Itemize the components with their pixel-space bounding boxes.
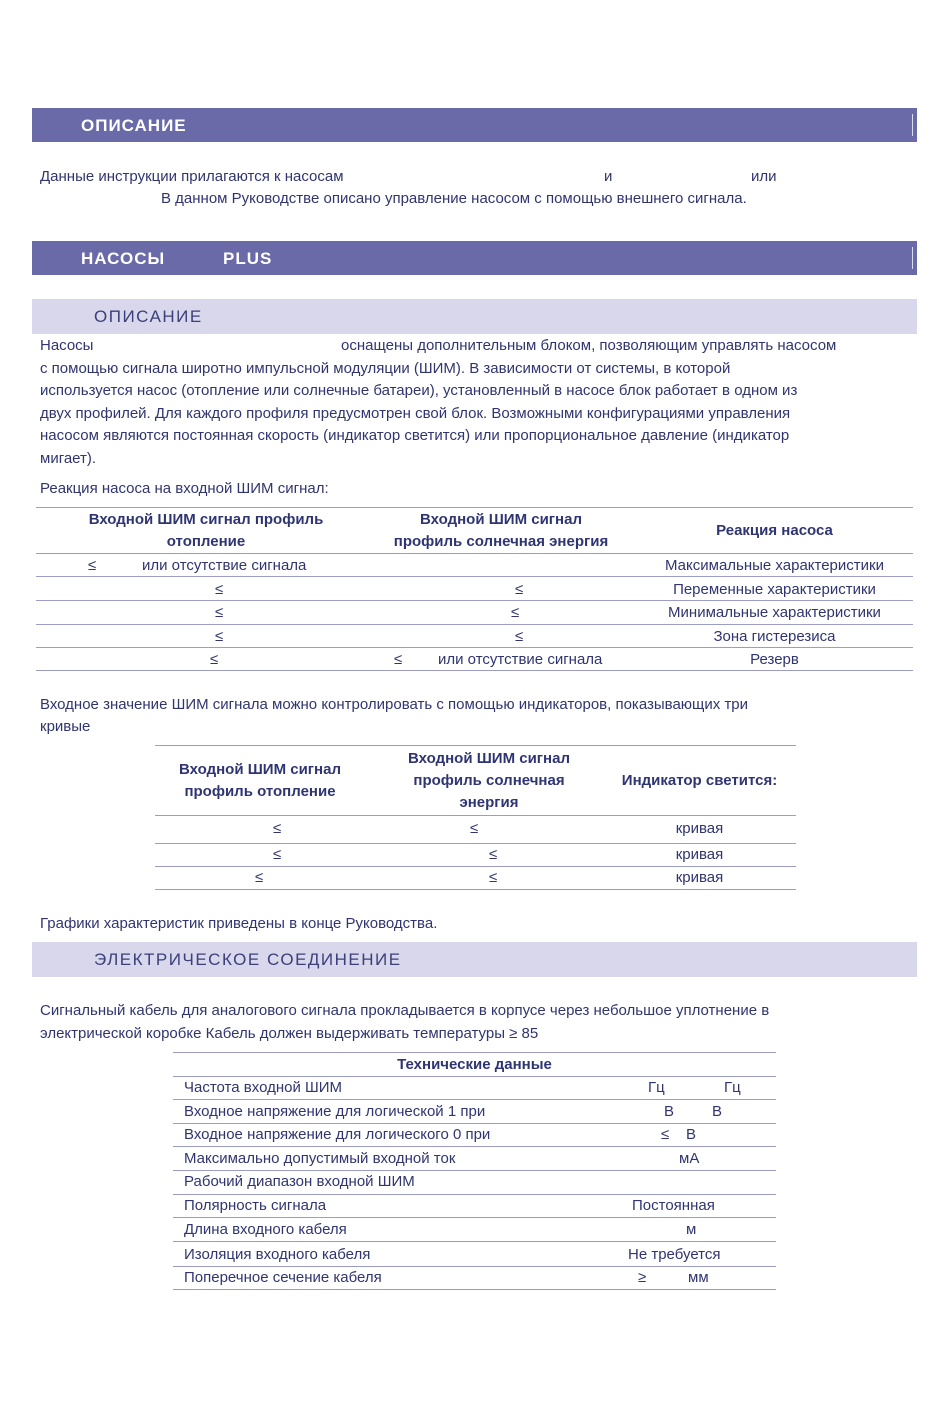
desc-line: с помощью сигнала широтно импульсной модуляции (ШИМ). В зависимости от системы, в которой	[40, 359, 731, 377]
header-line: профиль отопление	[184, 783, 336, 800]
header-line: профиль солнечная	[413, 772, 565, 789]
header-line: Входной ШИМ сигнал	[408, 750, 570, 767]
table-rule	[173, 1266, 776, 1267]
table-rule	[173, 1289, 776, 1290]
subsection-header-description	[32, 299, 917, 334]
table-cell: ≤	[215, 604, 224, 621]
charts-note: Графики характеристик приведены в конце Руководства.	[40, 915, 438, 932]
table1-header-solar	[376, 509, 626, 553]
intro-text-line2: В данном Руководстве описано управление насосом с помощью внешнего сигнала.	[161, 190, 747, 207]
electrical-text-l1: Сигнальный кабель для аналогового сигнала прокладывается в корпусе через небольшое уплотнение в	[40, 1002, 770, 1019]
table-cell: кривая	[675, 820, 724, 837]
desc-line1: оснащены дополнительным блоком, позволяющим управлять насосом	[341, 337, 837, 354]
tech-value: мА	[679, 1150, 700, 1167]
tech-value: ≥	[638, 1269, 647, 1286]
table-rule	[173, 1123, 776, 1124]
table-rule	[155, 843, 796, 844]
desc-line: двух профилей. Для каждого профиля предусмотрен свой блок. Возможными конфигурациями управления	[40, 404, 791, 422]
intro-text-and: и	[604, 168, 613, 185]
table-rule	[155, 815, 796, 816]
header-line: Входной ШИМ сигнал	[420, 511, 582, 528]
table-cell: Минимальные характеристики	[668, 604, 881, 621]
tech-value: Постоянная	[632, 1197, 715, 1214]
table-rule	[173, 1146, 776, 1147]
table-cell: ≤	[394, 651, 403, 668]
tech-label: Полярность сигнала	[184, 1197, 327, 1214]
table-rule	[36, 553, 913, 554]
table-cell: ≤	[470, 820, 479, 837]
section-header-description	[32, 108, 917, 142]
table-rule	[36, 624, 913, 625]
table-cell: Максимальные характеристики	[665, 557, 884, 574]
tech-label: Поперечное сечение кабеля	[184, 1269, 382, 1286]
section-title-plus: PLUS	[223, 249, 273, 268]
indicator-text-l2: кривые	[40, 718, 91, 735]
table-cell: ≤	[511, 604, 520, 621]
table-rule	[173, 1241, 776, 1242]
table1-header-reaction: Реакция насоса	[716, 522, 833, 539]
tech-value: Гц	[724, 1079, 741, 1096]
table-rule	[36, 670, 913, 671]
tech-value: В	[712, 1103, 723, 1120]
header-divider	[912, 247, 913, 269]
header-divider	[912, 114, 913, 136]
table-rule	[36, 600, 913, 601]
table3-title: Технические данные	[397, 1056, 552, 1073]
tech-value: Не требуется	[628, 1246, 721, 1263]
tech-value: мм	[688, 1269, 709, 1286]
table-rule	[155, 889, 796, 890]
table-rule	[173, 1170, 776, 1171]
section-header-pumps	[32, 241, 917, 275]
header-line: профиль солнечная энергия	[393, 533, 609, 550]
table-cell: ≤	[255, 869, 264, 886]
tech-label: Рабочий диапазон входной ШИМ	[184, 1173, 415, 1190]
desc-line: мигает).	[40, 449, 97, 467]
table-cell: ≤	[215, 628, 224, 645]
table2-header-indicator: Индикатор светится:	[621, 772, 778, 789]
intro-text-a: Данные инструкции прилагаются к насосам	[40, 168, 344, 185]
table-cell: ≤	[515, 628, 524, 645]
table-cell: или отсутствие сигнала	[142, 557, 307, 574]
tech-value: м	[686, 1221, 697, 1238]
table-rule	[173, 1217, 776, 1218]
tech-label: Максимально допустимый входной ток	[184, 1150, 456, 1167]
table2-header-solar	[375, 748, 603, 814]
table-rule	[155, 866, 796, 867]
desc-paragraph	[40, 358, 797, 471]
reaction-intro: Реакция насоса на входной ШИМ сигнал:	[40, 480, 329, 497]
table-cell: Резерв	[750, 651, 799, 668]
table-rule	[36, 576, 913, 577]
table-cell: кривая	[675, 846, 724, 863]
subsection-title: ОПИСАНИЕ	[94, 307, 203, 326]
table-cell: Переменные характеристики	[673, 581, 876, 598]
table-rule	[173, 1194, 776, 1195]
table-cell: кривая	[675, 869, 724, 886]
tech-value: ≤	[661, 1126, 670, 1143]
tech-label: Входное напряжение для логического 0 при	[184, 1126, 491, 1143]
table-rule	[173, 1099, 776, 1100]
header-line: Входной ШИМ сигнал профиль	[88, 511, 324, 528]
section-title: ОПИСАНИЕ	[81, 116, 187, 135]
table-cell: ≤	[273, 846, 282, 863]
table-cell: ≤	[210, 651, 219, 668]
table-rule	[155, 745, 796, 746]
header-line: Входной ШИМ сигнал	[179, 761, 341, 778]
tech-label: Длина входного кабеля	[184, 1221, 347, 1238]
table-rule	[173, 1076, 776, 1077]
subsection-header-electrical	[32, 942, 917, 977]
tech-value: В	[686, 1126, 697, 1143]
section-title-pumps: НАСОСЫ	[81, 249, 166, 268]
table-cell: ≤	[273, 820, 282, 837]
tech-label: Изоляция входного кабеля	[184, 1246, 371, 1263]
header-line: отопление	[166, 533, 246, 550]
table-rule	[173, 1052, 776, 1053]
table2-header-heating	[155, 759, 365, 803]
tech-value: Гц	[648, 1079, 665, 1096]
electrical-text-l2: электрической коробке Кабель должен выдерживать температуры ≥ 85	[40, 1025, 539, 1042]
table-cell: ≤	[88, 557, 97, 574]
table1-header-heating	[36, 509, 376, 553]
desc-line: используется насос (отопление или солнечные батареи), установленный в насосе блок работает в одном из	[40, 382, 798, 400]
tech-value: В	[664, 1103, 675, 1120]
indicator-text-l1: Входное значение ШИМ сигнала можно контролировать с помощью индикаторов, показывающих три	[40, 696, 749, 713]
header-line: энергия	[459, 794, 519, 811]
table-cell: или отсутствие сигнала	[438, 651, 603, 668]
tech-label: Частота входной ШИМ	[184, 1079, 343, 1096]
tech-label: Входное напряжение для логической 1 при	[184, 1103, 486, 1120]
table-cell: ≤	[489, 869, 498, 886]
table-cell: ≤	[215, 581, 224, 598]
table-cell: ≤	[515, 581, 524, 598]
table-rule	[36, 647, 913, 648]
table-cell: Зона гистерезиса	[713, 628, 836, 645]
subsection-title: ЭЛЕКТРИЧЕСКОЕ СОЕДИНЕНИЕ	[94, 950, 402, 969]
intro-text-or: или	[751, 168, 777, 185]
desc-pumps-word: Насосы	[40, 337, 94, 354]
table-rule	[36, 507, 913, 508]
desc-line: насосом являются постоянная скорость (индикатор светится) или пропорциональное давление (индикатор	[40, 427, 790, 445]
table-cell: ≤	[489, 846, 498, 863]
